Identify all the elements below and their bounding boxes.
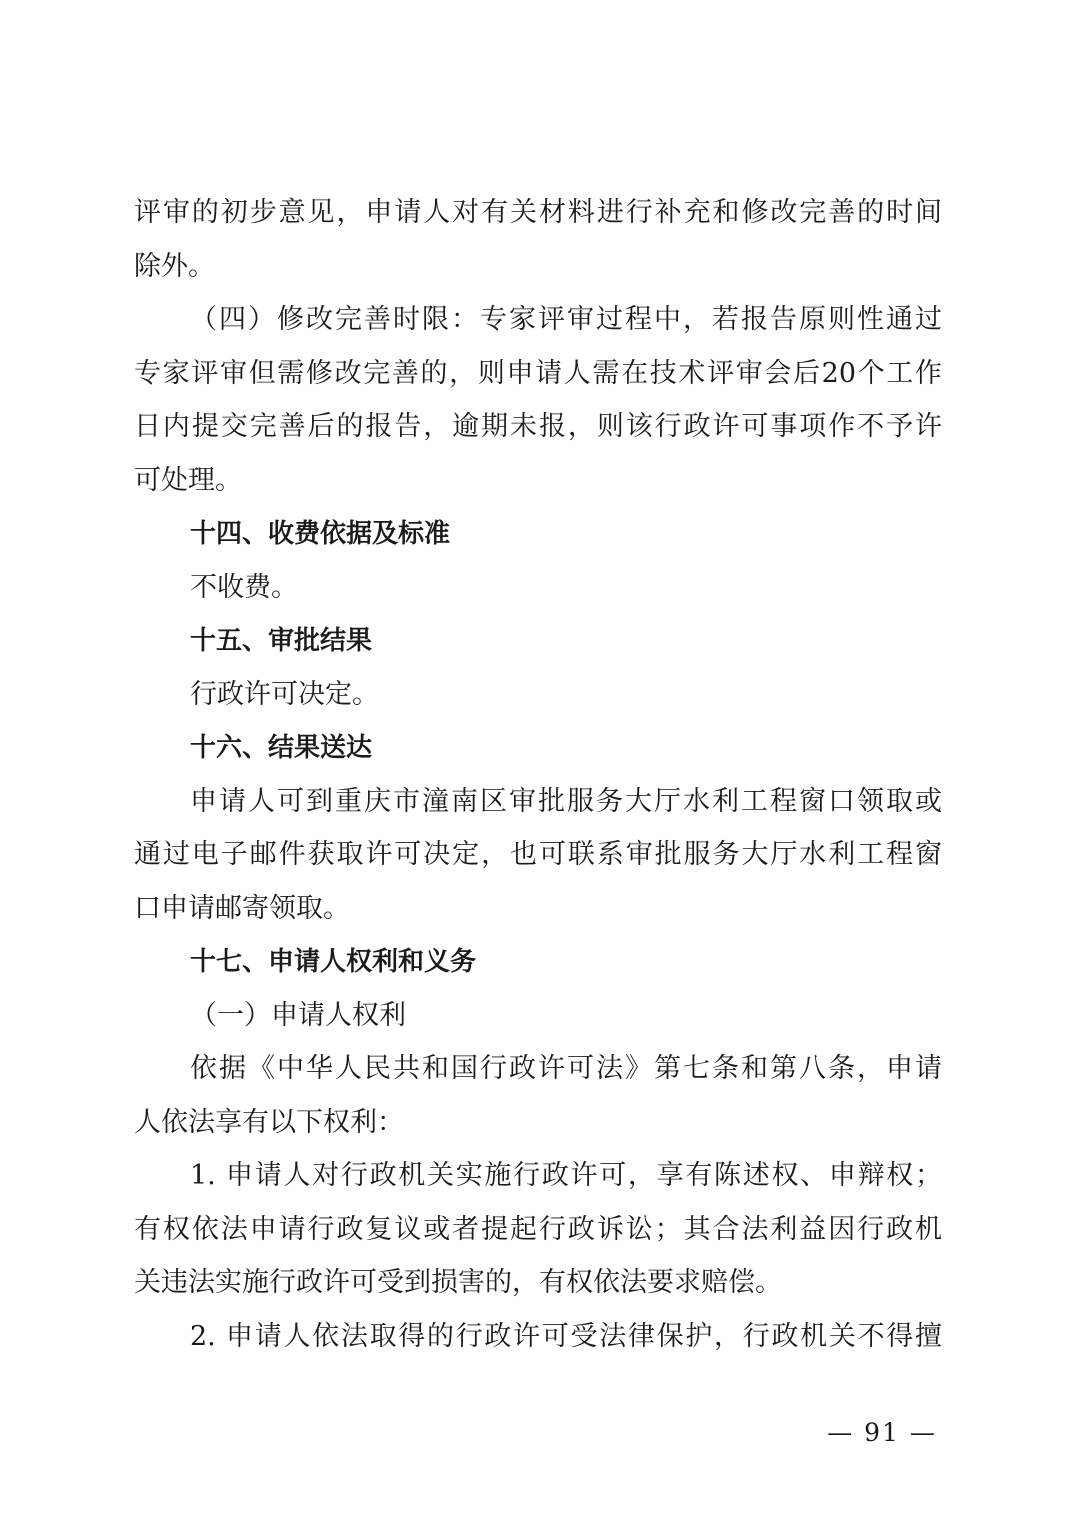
text-line: 日内提交完善后的报告，逾期未报，则该行政许可事项作不予许 — [134, 411, 942, 442]
text-line: 申请人可到重庆市潼南区审批服务大厅水利工程窗口领取或 — [190, 786, 942, 817]
text-line: 关违法实施行政许可受到损害的，有权依法要求赔偿。 — [134, 1267, 782, 1298]
text-line: 行政许可决定。 — [190, 679, 379, 710]
text-line: 2. 申请人依法取得的行政许可受法律保护，行政机关不得擅 — [190, 1321, 942, 1352]
text-line: 可处理。 — [134, 465, 242, 496]
text-line: 1. 申请人对行政机关实施行政许可，享有陈述权、申辩权； — [190, 1160, 942, 1191]
text-line: 人依法享有以下权利： — [134, 1107, 404, 1138]
text-line: 通过电子邮件获取许可决定，也可联系审批服务大厅水利工程窗 — [134, 839, 942, 870]
text-line: 依据《中华人民共和国行政许可法》第七条和第八条，申请 — [190, 1053, 942, 1084]
text-line: 有权依法申请行政复议或者提起行政诉讼；其合法利益因行政机 — [134, 1214, 942, 1245]
text-line: 不收费。 — [190, 572, 298, 603]
section-heading: 十五、审批结果 — [190, 626, 373, 656]
section-heading: 十六、结果送达 — [190, 733, 373, 763]
text-line: （四）修改完善时限：专家评审过程中，若报告原则性通过 — [190, 304, 942, 335]
text-line: 评审的初步意见，申请人对有关材料进行补充和修改完善的时间 — [134, 197, 942, 228]
section-heading: 十七、申请人权利和义务 — [190, 947, 477, 977]
page-number: — 91 — — [827, 1418, 937, 1447]
section-heading: 十四、收费依据及标准 — [190, 519, 451, 549]
text-line: 专家评审但需修改完善的，则申请人需在技术评审会后20个工作 — [134, 358, 942, 389]
subsection-heading: （一）申请人权利 — [190, 1000, 406, 1031]
text-line: 除外。 — [134, 251, 215, 282]
text-line: 口申请邮寄领取。 — [134, 893, 350, 924]
